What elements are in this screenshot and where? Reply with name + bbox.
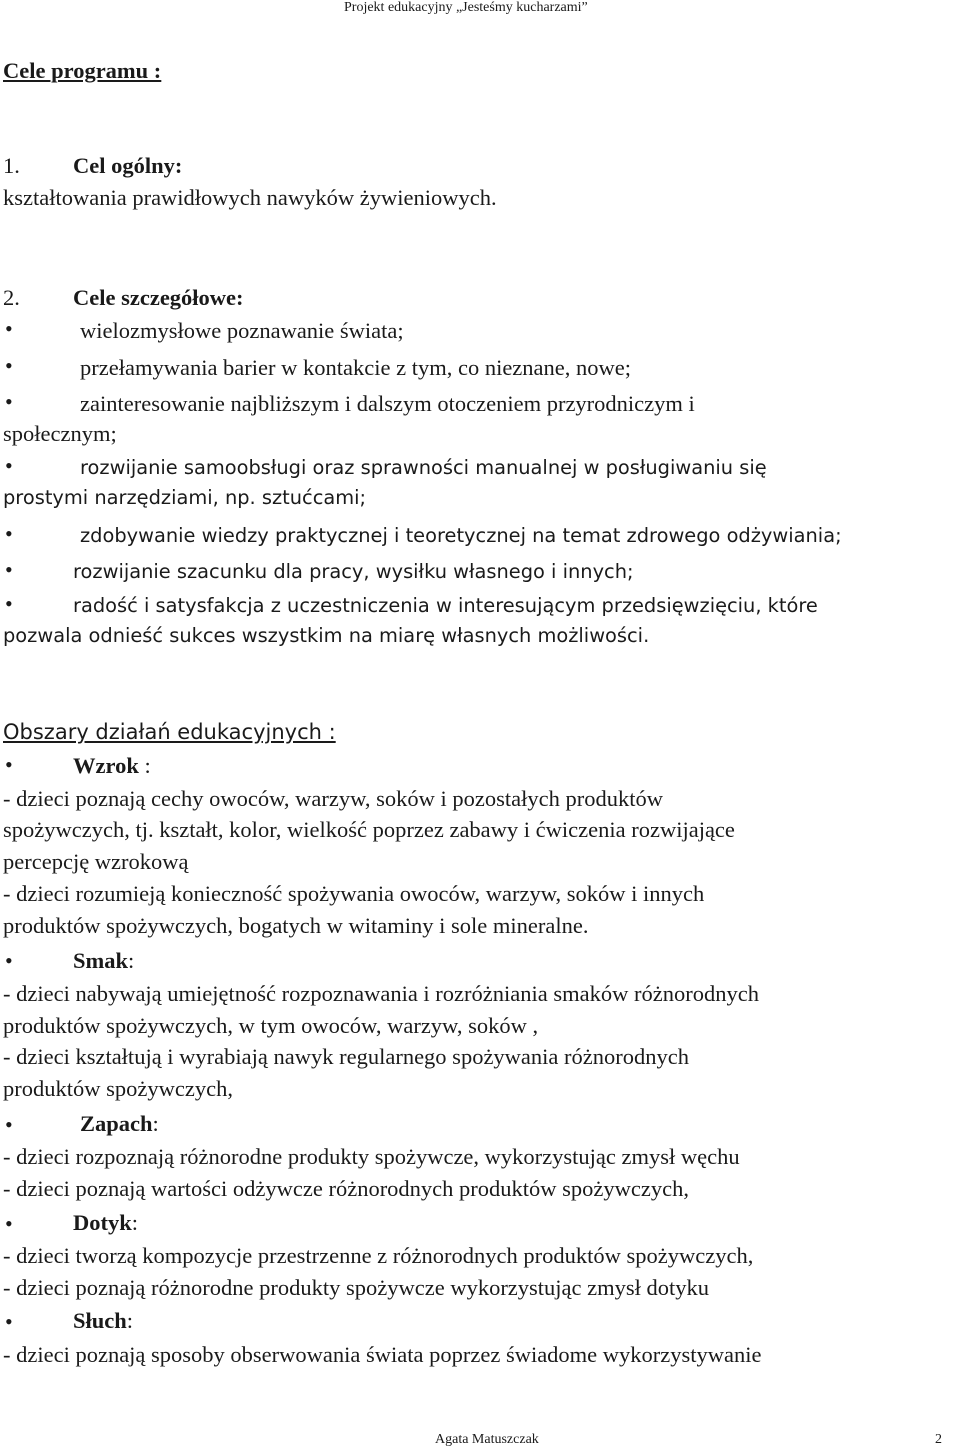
goal-item-line: rozwijanie samoobsługi oraz sprawności manualnej w posługiwaniu się [80,456,767,479]
bullet-icon: • [5,557,13,582]
bullet-icon: • [5,752,13,777]
cele-szczegolowe-number: 2. [3,285,20,310]
sense-line: - dzieci tworzą kompozycje przestrzenne z różnorodnych produktów spożywczych, [3,1243,754,1268]
bullet-icon: • [5,521,13,546]
goal-item-line: przełamywania barier w kontakcie z tym, co nieznane, nowe; [80,355,632,380]
cele-szczegolowe-label: Cele szczegółowe: [73,285,244,310]
sense-heading-dotyk: Dotyk: [73,1210,139,1235]
sense-heading-wzrok: Wzrok : [73,753,151,778]
sense-line: spożywczych, tj. kształt, kolor, wielkość poprzez zabawy i ćwiczenia rozwijające [3,817,735,842]
bullet-icon: • [5,1211,13,1236]
goal-item-line: rozwijanie szacunku dla pracy, wysiłku własnego i innych; [73,560,634,583]
sense-line: - dzieci poznają różnorodne produkty spożywcze wykorzystując zmysł dotyku [3,1275,710,1300]
sense-line: - dzieci rozpoznają różnorodne produkty spożywcze, wykorzystując zmysł węchu [3,1144,740,1169]
goal-item-line: zainteresowanie najbliższym i dalszym otoczeniem przyrodniczym i [80,391,695,416]
sense-line: produktów spożywczych, [3,1076,233,1101]
sense-line: - dzieci kształtują i wyrabiają nawyk regularnego spożywania różnorodnych [3,1044,689,1069]
sense-line: - dzieci rozumieją konieczność spożywania owoców, warzyw, soków i innych [3,881,705,906]
goal-item-line: wielozmysłowe poznawanie świata; [80,318,404,343]
bullet-icon: • [5,316,13,341]
sense-line: - dzieci poznają sposoby obserwowania świata poprzez świadome wykorzystywanie [3,1342,762,1367]
sense-line: produktów spożywczych, w tym owoców, warzyw, soków , [3,1013,539,1038]
page-number: 2 [935,1432,942,1447]
bullet-icon: • [5,948,13,973]
cel-ogolny-text: kształtowania prawidłowych nawyków żywieniowych. [3,185,497,210]
bullet-icon: • [5,353,13,378]
bullet-icon: • [5,389,13,414]
bullet-icon: • [5,591,13,616]
cel-ogolny-number: 1. [3,153,20,178]
sense-heading-sluch: Słuch: [73,1308,134,1333]
sense-heading-smak: Smak: [73,948,135,973]
goal-item-line: zdobywanie wiedzy praktycznej i teoretycznej na temat zdrowego odżywiania; [80,524,842,547]
sense-line: - dzieci poznają cechy owoców, warzyw, soków i pozostałych produktów [3,786,663,811]
section-heading-obszary: Obszary działań edukacyjnych : [3,720,336,744]
sense-line: percepcję wzrokową [3,849,189,874]
bullet-icon: • [5,1112,13,1137]
bullet-icon: • [5,1309,13,1334]
running-header: Projekt edukacyjny „Jesteśmy kucharzami” [344,0,588,15]
bullet-icon: • [5,453,13,478]
sense-line: - dzieci nabywają umiejętność rozpoznawania i rozróżniania smaków różnorodnych [3,981,759,1006]
goal-item-line: prostymi narzędziami, np. sztućcami; [3,486,367,509]
footer-author: Agata Matuszczak [435,1432,539,1447]
goal-item-line: społecznym; [3,421,117,446]
section-heading-cele: Cele programu : [3,58,162,83]
goal-item-line: radość i satysfakcja z uczestniczenia w interesującym przedsięwzięciu, które [73,594,818,617]
sense-heading-zapach: Zapach: [80,1111,159,1136]
sense-line: - dzieci poznają wartości odżywcze różnorodnych produktów spożywczych, [3,1176,689,1201]
goal-item-line: pozwala odnieść sukces wszystkim na miarę własnych możliwości. [3,624,650,647]
sense-line: produktów spożywczych, bogatych w witaminy i sole mineralne. [3,913,589,938]
cel-ogolny-label: Cel ogólny: [73,153,183,178]
